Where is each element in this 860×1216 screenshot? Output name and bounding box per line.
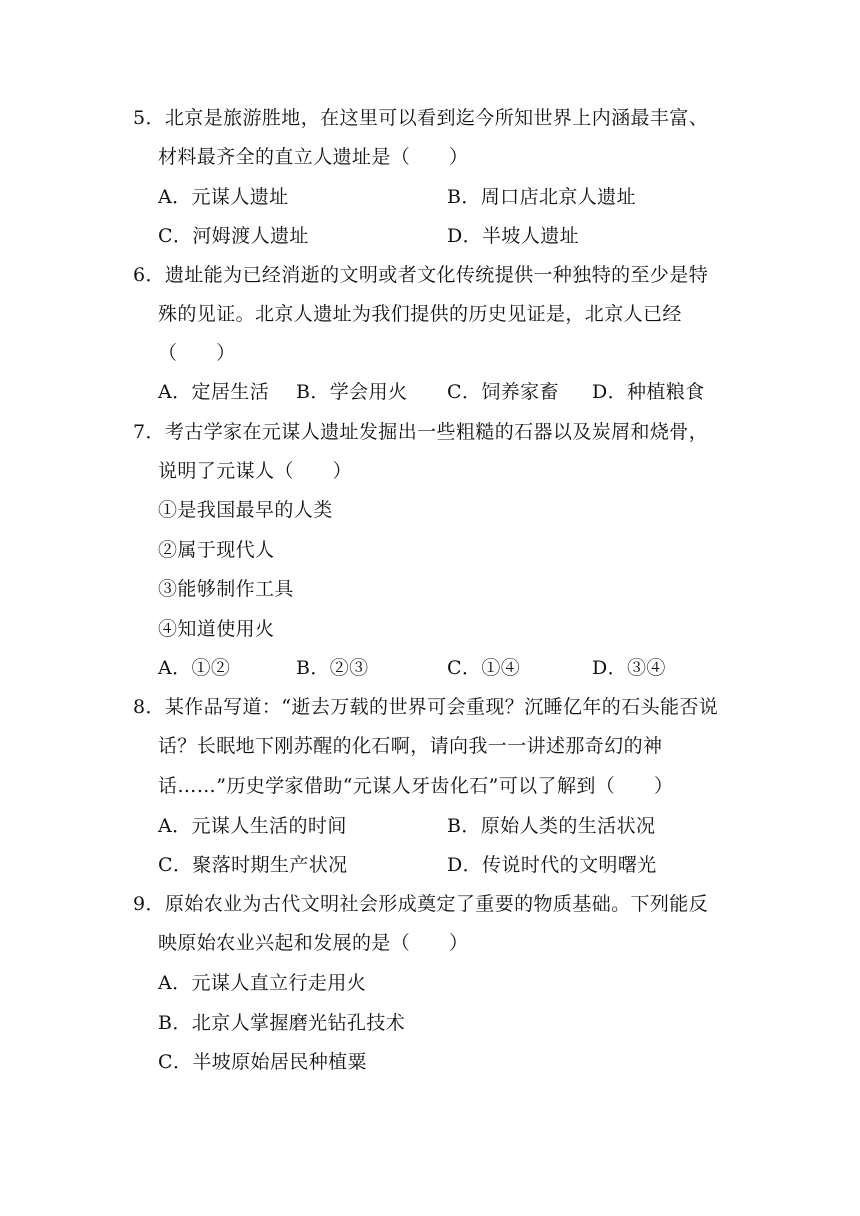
question-7-line-2: 说明了元谋人（ ） [158, 460, 353, 482]
question-6-option-b: B．学会用火 [296, 381, 408, 403]
question-5-line-2: 材料最齐全的直立人遗址是（ ） [158, 146, 469, 168]
question-6-line-1: 6．遗址能为已经消逝的文明或者文化传统提供一种独特的至少是特 [133, 264, 709, 286]
question-9-option-c: C．半坡原始居民种植粟 [158, 1051, 367, 1073]
question-7-item-3: ③能够制作工具 [158, 578, 294, 600]
question-7-line-1: 7．考古学家在元谋人遗址发掘出一些粗糙的石器以及炭屑和烧骨， [133, 421, 709, 443]
question-8-option-c: C．聚落时期生产状况 [158, 854, 348, 876]
question-6-line-3: （ ） [158, 342, 236, 364]
question-8-line-2: 话？长眠地下刚苏醒的化石啊，请向我一一讲述那奇幻的神 [158, 735, 663, 757]
question-7-option-d: D．③④ [592, 657, 666, 679]
question-6-line-2: 殊的见证。北京人遗址为我们提供的历史见证是，北京人已经 [158, 303, 682, 325]
question-5-option-d: D．半坡人遗址 [447, 225, 580, 247]
question-9-option-a: A．元谋人直立行走用火 [158, 972, 367, 994]
question-5-line-1: 5．北京是旅游胜地，在这里可以看到迄今所知世界上内涵最丰富、 [133, 107, 709, 129]
question-8-line-1: 8．某作品写道：“逝去万载的世界可会重现？沉睡亿年的石头能否说 [133, 696, 719, 718]
question-9-line-1: 9．原始农业为古代文明社会形成奠定了重要的物质基础。下列能反 [133, 893, 709, 915]
question-7-option-b: B．②③ [296, 657, 369, 679]
question-6-option-c: C．饲养家畜 [447, 381, 559, 403]
question-7-item-1: ①是我国最早的人类 [158, 499, 333, 521]
question-7-option-c: C．①④ [447, 657, 521, 679]
question-7-item-2: ②属于现代人 [158, 539, 275, 561]
question-7-option-a: A．①② [158, 657, 231, 679]
question-5-option-c: C．河姆渡人遗址 [158, 225, 309, 247]
question-6-option-a: A．定居生活 [158, 381, 270, 403]
question-8-line-3: 话……”历史学家借助“元谋人牙齿化石”可以了解到（ ） [158, 775, 674, 797]
question-5-option-b: B．周口店北京人遗址 [447, 186, 636, 208]
question-6-option-d: D．种植粮食 [592, 381, 705, 403]
question-9-option-b: B．北京人掌握磨光钻孔技术 [158, 1012, 406, 1034]
question-5-option-a: A．元谋人遗址 [158, 186, 289, 208]
question-9-line-2: 映原始农业兴起和发展的是（ ） [158, 932, 469, 954]
question-8-option-b: B．原始人类的生活状况 [447, 815, 656, 837]
question-8-option-d: D．传说时代的文明曙光 [447, 854, 657, 876]
question-7-item-4: ④知道使用火 [158, 618, 275, 640]
question-8-option-a: A．元谋人生活的时间 [158, 815, 347, 837]
